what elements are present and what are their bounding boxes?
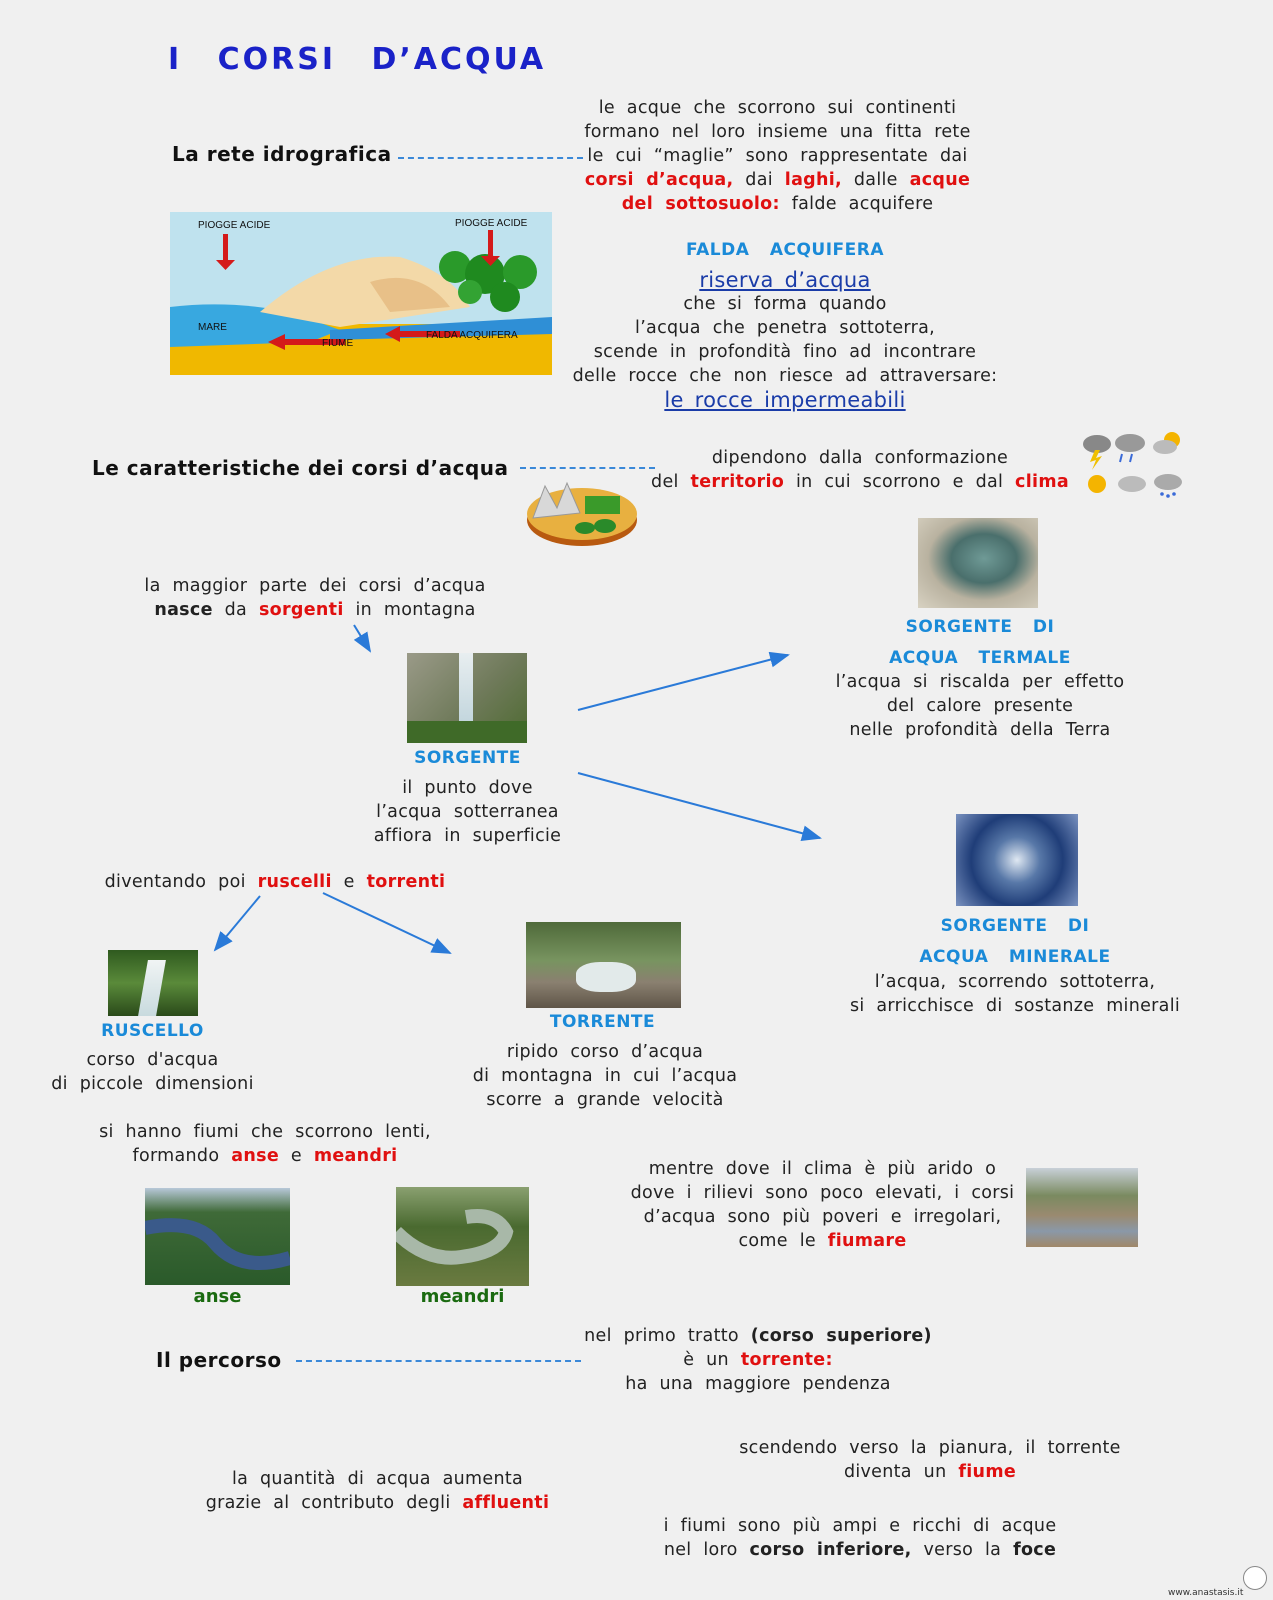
ruscello-title: RUSCELLO	[101, 1021, 204, 1041]
sorgente-description: il punto dove l’acqua sotterranea affiora in superficie	[373, 778, 562, 846]
affluenti-description: la quantità di acqua aumenta grazie al contributo degli affluenti	[205, 1469, 550, 1513]
percorso-description: nel primo tratto (corso superiore) è un torrente: ha una maggiore pendenza	[584, 1326, 932, 1394]
arrow-sorgente-termale	[578, 655, 788, 710]
heading-percorso: Il percorso	[156, 1348, 282, 1372]
anse-caption: anse	[193, 1286, 242, 1307]
ruscello-description: corso d'acqua di piccole dimensioni	[51, 1050, 254, 1094]
sorgente-title: SORGENTE	[414, 748, 521, 768]
page-title: I CORSI D’ACQUA	[168, 42, 547, 77]
diagram-label-piogge-1: PIOGGE ACIDE	[198, 220, 271, 231]
falda-description: riserva d’acqua che si forma quando l’acqua che penetra sottoterra, scende in profondità fino ad incontrare delle rocce che non riesce ad attraversare: le rocce impermeabili	[572, 268, 998, 412]
arrow-nasce-sorgente	[354, 625, 370, 651]
arrow-torrenti	[323, 893, 450, 953]
diagram-label-fiume: FIUME	[322, 338, 354, 349]
nasce-description: la maggior parte dei corsi d’acqua nasce da sorgenti in montagna	[144, 576, 486, 620]
heading-rete-idrografica: La rete idrografica	[172, 142, 392, 166]
torrente-title: TORRENTE	[549, 1012, 656, 1032]
heading-caratteristiche: Le caratteristiche dei corsi d’acqua	[92, 456, 509, 480]
fiumare-description: mentre dove il clima è più arido o dove i rilievi sono poco elevati, i corsi d’acqua sono più poveri e irregolari, come le fiumare	[630, 1159, 1015, 1251]
anse-description: si hanno fiumi che scorrono lenti, formando anse e meandri	[99, 1122, 431, 1166]
diventando-description: diventando poi ruscelli e torrenti	[104, 872, 446, 892]
torrente-description: ripido corso d’acqua di montagna in cui l’acqua scorre a grande velocità	[472, 1042, 738, 1110]
rete-description: le acque che scorrono sui continenti formano nel loro insieme una fitta rete le cui “maglie” sono rappresentate dai corsi d’acqua, dai laghi, dalle acque del sottosuolo: falde acquifere	[584, 98, 971, 214]
diagram-label-mare: MARE	[198, 322, 227, 333]
inferiore-description: i fiumi sono più ampi e ricchi di acque nel loro corso inferiore, verso la foce	[663, 1516, 1057, 1560]
termale-title: SORGENTE DI ACQUA TERMALE	[889, 617, 1071, 668]
diagram-label-piogge-2: PIOGGE ACIDE	[455, 218, 528, 229]
caratteristiche-description: dipendono dalla conformazione del territorio in cui scorrono e dal clima	[651, 448, 1069, 492]
pianura-description: scendendo verso la pianura, il torrente diventa un fiume	[739, 1438, 1121, 1482]
arrow-ruscelli	[215, 896, 260, 950]
termale-description: l’acqua si riscalda per effetto del calore presente nelle profondità della Terra	[835, 672, 1125, 740]
minerale-description: l’acqua, scorrendo sottoterra, si arricchisce di sostanze minerali	[849, 972, 1181, 1016]
footer-url: www.anastasis.it	[1168, 1588, 1244, 1598]
arrow-sorgente-minerale	[578, 773, 820, 838]
logo-icon	[1243, 1566, 1267, 1590]
minerale-title: SORGENTE DI ACQUA MINERALE	[919, 916, 1111, 967]
falda-title: FALDA ACQUIFERA	[685, 240, 885, 260]
meandri-caption: meandri	[420, 1286, 505, 1307]
diagram-label-falda: FALDA ACQUIFERA	[426, 330, 518, 341]
